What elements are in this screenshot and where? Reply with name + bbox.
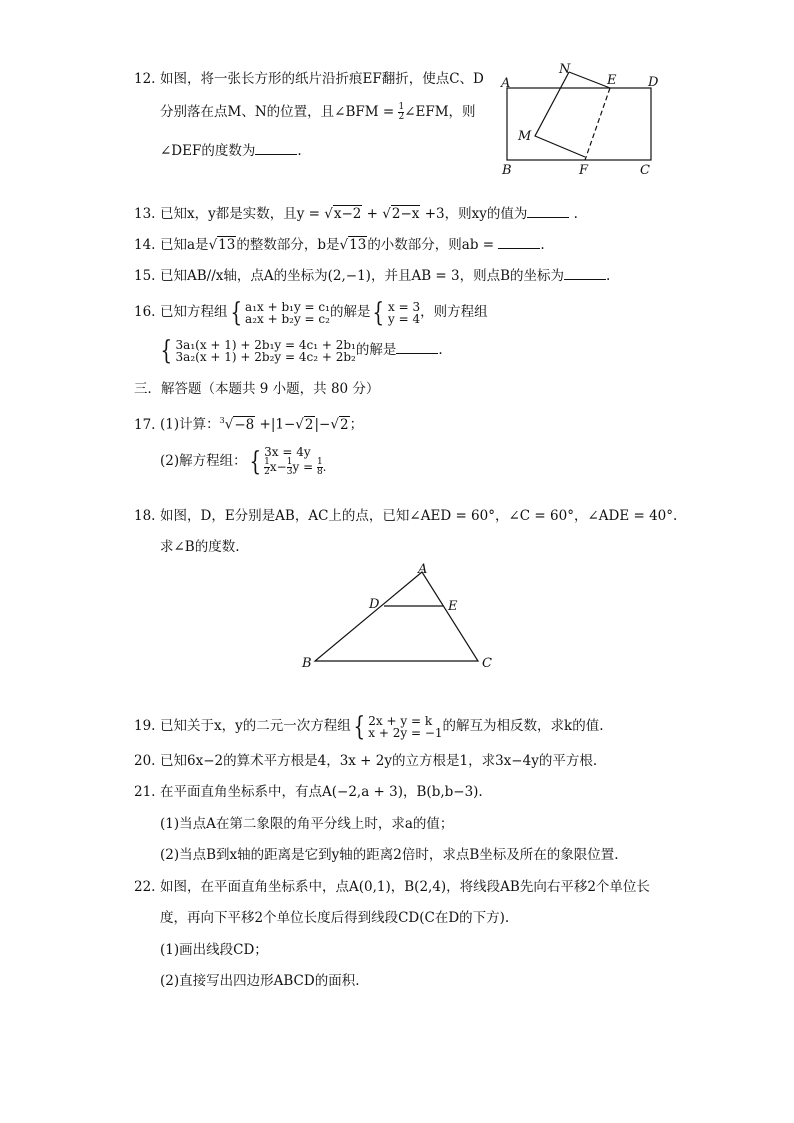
q22-line4: (2)直接写出四边形ABCD的面积. [160,973,360,989]
fig18-label-a: A [418,562,428,577]
q14-number: 14. [134,237,156,253]
q21-number: 21. [134,784,156,800]
q16-solution: { x = 3 y = 4 [372,297,421,328]
fig18-label-b: B [302,656,312,671]
fig12-label-c: C [640,163,650,178]
fig18-label-e: E [448,599,458,614]
fig12-label-d: D [648,75,659,90]
q17-number: 17. [134,416,156,433]
q18-number: 18. [134,508,156,524]
q18-line2: 求∠B的度数. [160,539,240,555]
fig12-folded-rectangle [495,58,670,180]
q19-number: 19. [134,718,156,734]
answer-blank [396,340,438,354]
fig12-label-m: M [518,129,532,144]
q18-line1: 18. 如图，D，E分别是AB，AC上的点，已知∠AED = 60°，∠C = 60°，∠ADE = 40°. [134,508,678,524]
q20-number: 20. [134,753,156,769]
q22-line3: (1)画出线段CD； [160,942,268,958]
fig12-folded-flap [535,72,585,157]
fig18-triangle [296,560,501,672]
q16-line2: { 3a₁(x + 1) + 2b₁y = 4c₁ + 2b₁ 3a₂(x + 1) + 2b₂y = 4c₂ + 2b₂ 的解是 . [158,336,443,364]
q21-line1: 21. 在平面直角坐标系中，有点A(−2,a + 3)，B(b,b−3). [134,784,483,800]
q12-number: 12. [134,71,156,87]
q16-number: 16. [134,304,156,320]
answer-blank [527,204,569,218]
fig12-label-e: E [607,73,617,88]
q22-line1: 22. 如图，在平面直角坐标系中，点A(0,1)，B(2,4)，将线段AB先向右平移2个单位长 [134,879,650,895]
fig12-fold-top [569,72,610,88]
q17-part1: 17. (1)计算：$^3$√−8 +|1−√2|−√2； [134,416,364,433]
q21-line2: (1)当点A在第二象限的角平分线上时，求a的值； [160,816,454,832]
q19-system: { 2x + y = k x + 2y = −1 [353,711,443,742]
fig12-label-f: F [579,163,589,178]
q12-line2: 分别落在点M、N的位置，且∠BFM = $\frac{1}{2}$ ∠EFM，则 [160,102,476,122]
fig12-crease-ef [585,88,610,160]
fig12-label-b: B [502,163,512,178]
q19: 19. 已知关于x，y的二元一次方程组 { 2x + y = k x + 2y = −1 的解互为相反数，求k的值. [134,711,604,742]
fig12-label-n: N [559,62,571,77]
answer-blank [255,141,297,155]
q15: 15. 已知AB//x轴，点A的坐标为(2,−1)，并且AB = 3，则点B的坐标为 . [134,268,611,284]
q22-line2: 度，再向下平移2个单位长度后得到线段CD(C在D的下方). [160,910,510,926]
q12-line3: ∠DEF的度数为 . [160,143,302,159]
fig12-label-a: A [501,76,511,91]
q12-line1: 12. 如图，将一张长方形的纸片沿折痕EF翻折，使点C、D [134,71,484,87]
q15-number: 15. [134,268,156,284]
q13: 13. 已知x，y都是实数，且y = √x−2 + √2−x +3，则xy的值为 . [134,206,578,222]
fig12-rectangle [507,88,651,160]
q16-line1: 16. 已知方程组 { a₁x + b₁y = c₁ a₂x + b₂y = c₂ 的解是 { x = 3 y = 4 ，则方程组 [134,297,488,328]
q12-fraction: $\frac{1}{2}$ [398,102,405,122]
q16-system-2: { 3a₁(x + 1) + 2b₁y = 4c₁ + 2b₁ 3a₂(x + 1) + 2b₂y = 4c₂ + 2b₂ [160,335,356,366]
fig18-triangle-abc [315,572,478,661]
q17-part2: (2)解方程组： { 3x = 4y $\frac{1}{2}$ x− $\frac{1}{3}$ y = $\frac{1}{8}$ . [160,445,327,477]
q21-line3: (2)当点B到x轴的距离是它到y轴的距离2倍时，求点B坐标及所在的象限位置. [160,847,619,863]
q13-number: 13. [134,206,156,222]
fig18-label-c: C [482,656,492,671]
answer-blank [498,235,540,249]
q22-number: 22. [134,879,156,895]
q14: 14. 已知a是√13的整数部分，b是√13的小数部分，则ab = . [134,237,545,253]
q17-system: { 3x = 4y $\frac{1}{2}$ x− $\frac{1}{3}$ y = $\frac{1}{8}$ . [249,445,327,477]
answer-blank [564,266,606,280]
q20: 20. 已知6x−2的算术平方根是4，3x + 2y的立方根是1，求3x−4y的平方根. [134,753,598,769]
section-3-title: 三．解答题（本题共 9 小题，共 80 分） [134,381,380,397]
fig18-label-d: D [369,597,380,612]
q16-system-1: { a₁x + b₁y = c₁ a₂x + b₂y = c₂ [229,297,330,328]
